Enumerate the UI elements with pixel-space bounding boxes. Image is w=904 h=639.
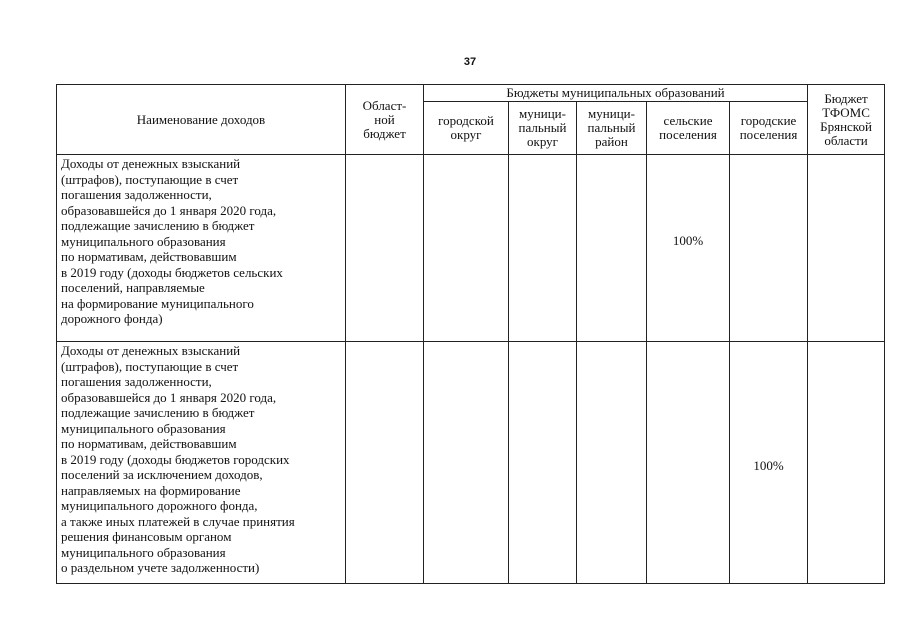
header-municipal-district: муници- пальный округ — [509, 102, 577, 155]
regional-budget-cell — [346, 155, 424, 342]
header-rural-settlements: сельские поселения — [647, 102, 730, 155]
header-regional-budget: Област- ной бюджет — [346, 85, 424, 155]
header-income-name: Наименование доходов — [57, 85, 346, 155]
municipal-area-cell — [577, 342, 647, 584]
income-name-cell: Доходы от денежных взысканий (штрафов), поступающие в счет погашения задолженности, образовавшейся до 1 января 2020 года, подлежащие зачислению в бюджет муниципального образования по нормативам, действовавшим в 2019 году (доходы бюджетов городских поселений за исключением доходов, направляемых на формирование муниципального дорожного фонда, а также иных платежей в случае принятия решения финансовым органом муниципального образования о раздельном учете задолженности) — [57, 342, 346, 584]
regional-budget-cell — [346, 342, 424, 584]
income-distribution-table — [56, 84, 885, 584]
table-row — [57, 342, 885, 584]
rural-settlements-cell — [647, 342, 730, 584]
urban-settlements-cell — [730, 155, 808, 342]
municipal-district-cell — [509, 342, 577, 584]
income-name-cell: Доходы от денежных взысканий (штрафов), поступающие в счет погашения задолженности, образовавшейся до 1 января 2020 года, подлежащие зачислению в бюджет муниципального образования по нормативам, действовавшим в 2019 году (доходы бюджетов сельских поселений, направляемые на формирование муниципального дорожного фонда) — [57, 155, 346, 342]
page-number: 37 — [463, 56, 477, 68]
urban-district-cell — [424, 155, 509, 342]
urban-district-cell — [424, 342, 509, 584]
header-municipal-budgets: Бюджеты муниципальных образований — [424, 85, 808, 102]
header-municipal-area: муници- пальный район — [577, 102, 647, 155]
rural-settlements-cell: 100% — [647, 155, 730, 342]
header-urban-settlements: городские поселения — [730, 102, 808, 155]
header-tfoms-budget: Бюджет ТФОМС Брянской области — [808, 85, 885, 155]
header-row-1 — [57, 85, 885, 102]
table-row — [57, 155, 885, 342]
tfoms-budget-cell — [808, 342, 885, 584]
tfoms-budget-cell — [808, 155, 885, 342]
urban-settlements-cell: 100% — [730, 342, 808, 584]
municipal-area-cell — [577, 155, 647, 342]
municipal-district-cell — [509, 155, 577, 342]
header-urban-district: городской округ — [424, 102, 509, 155]
